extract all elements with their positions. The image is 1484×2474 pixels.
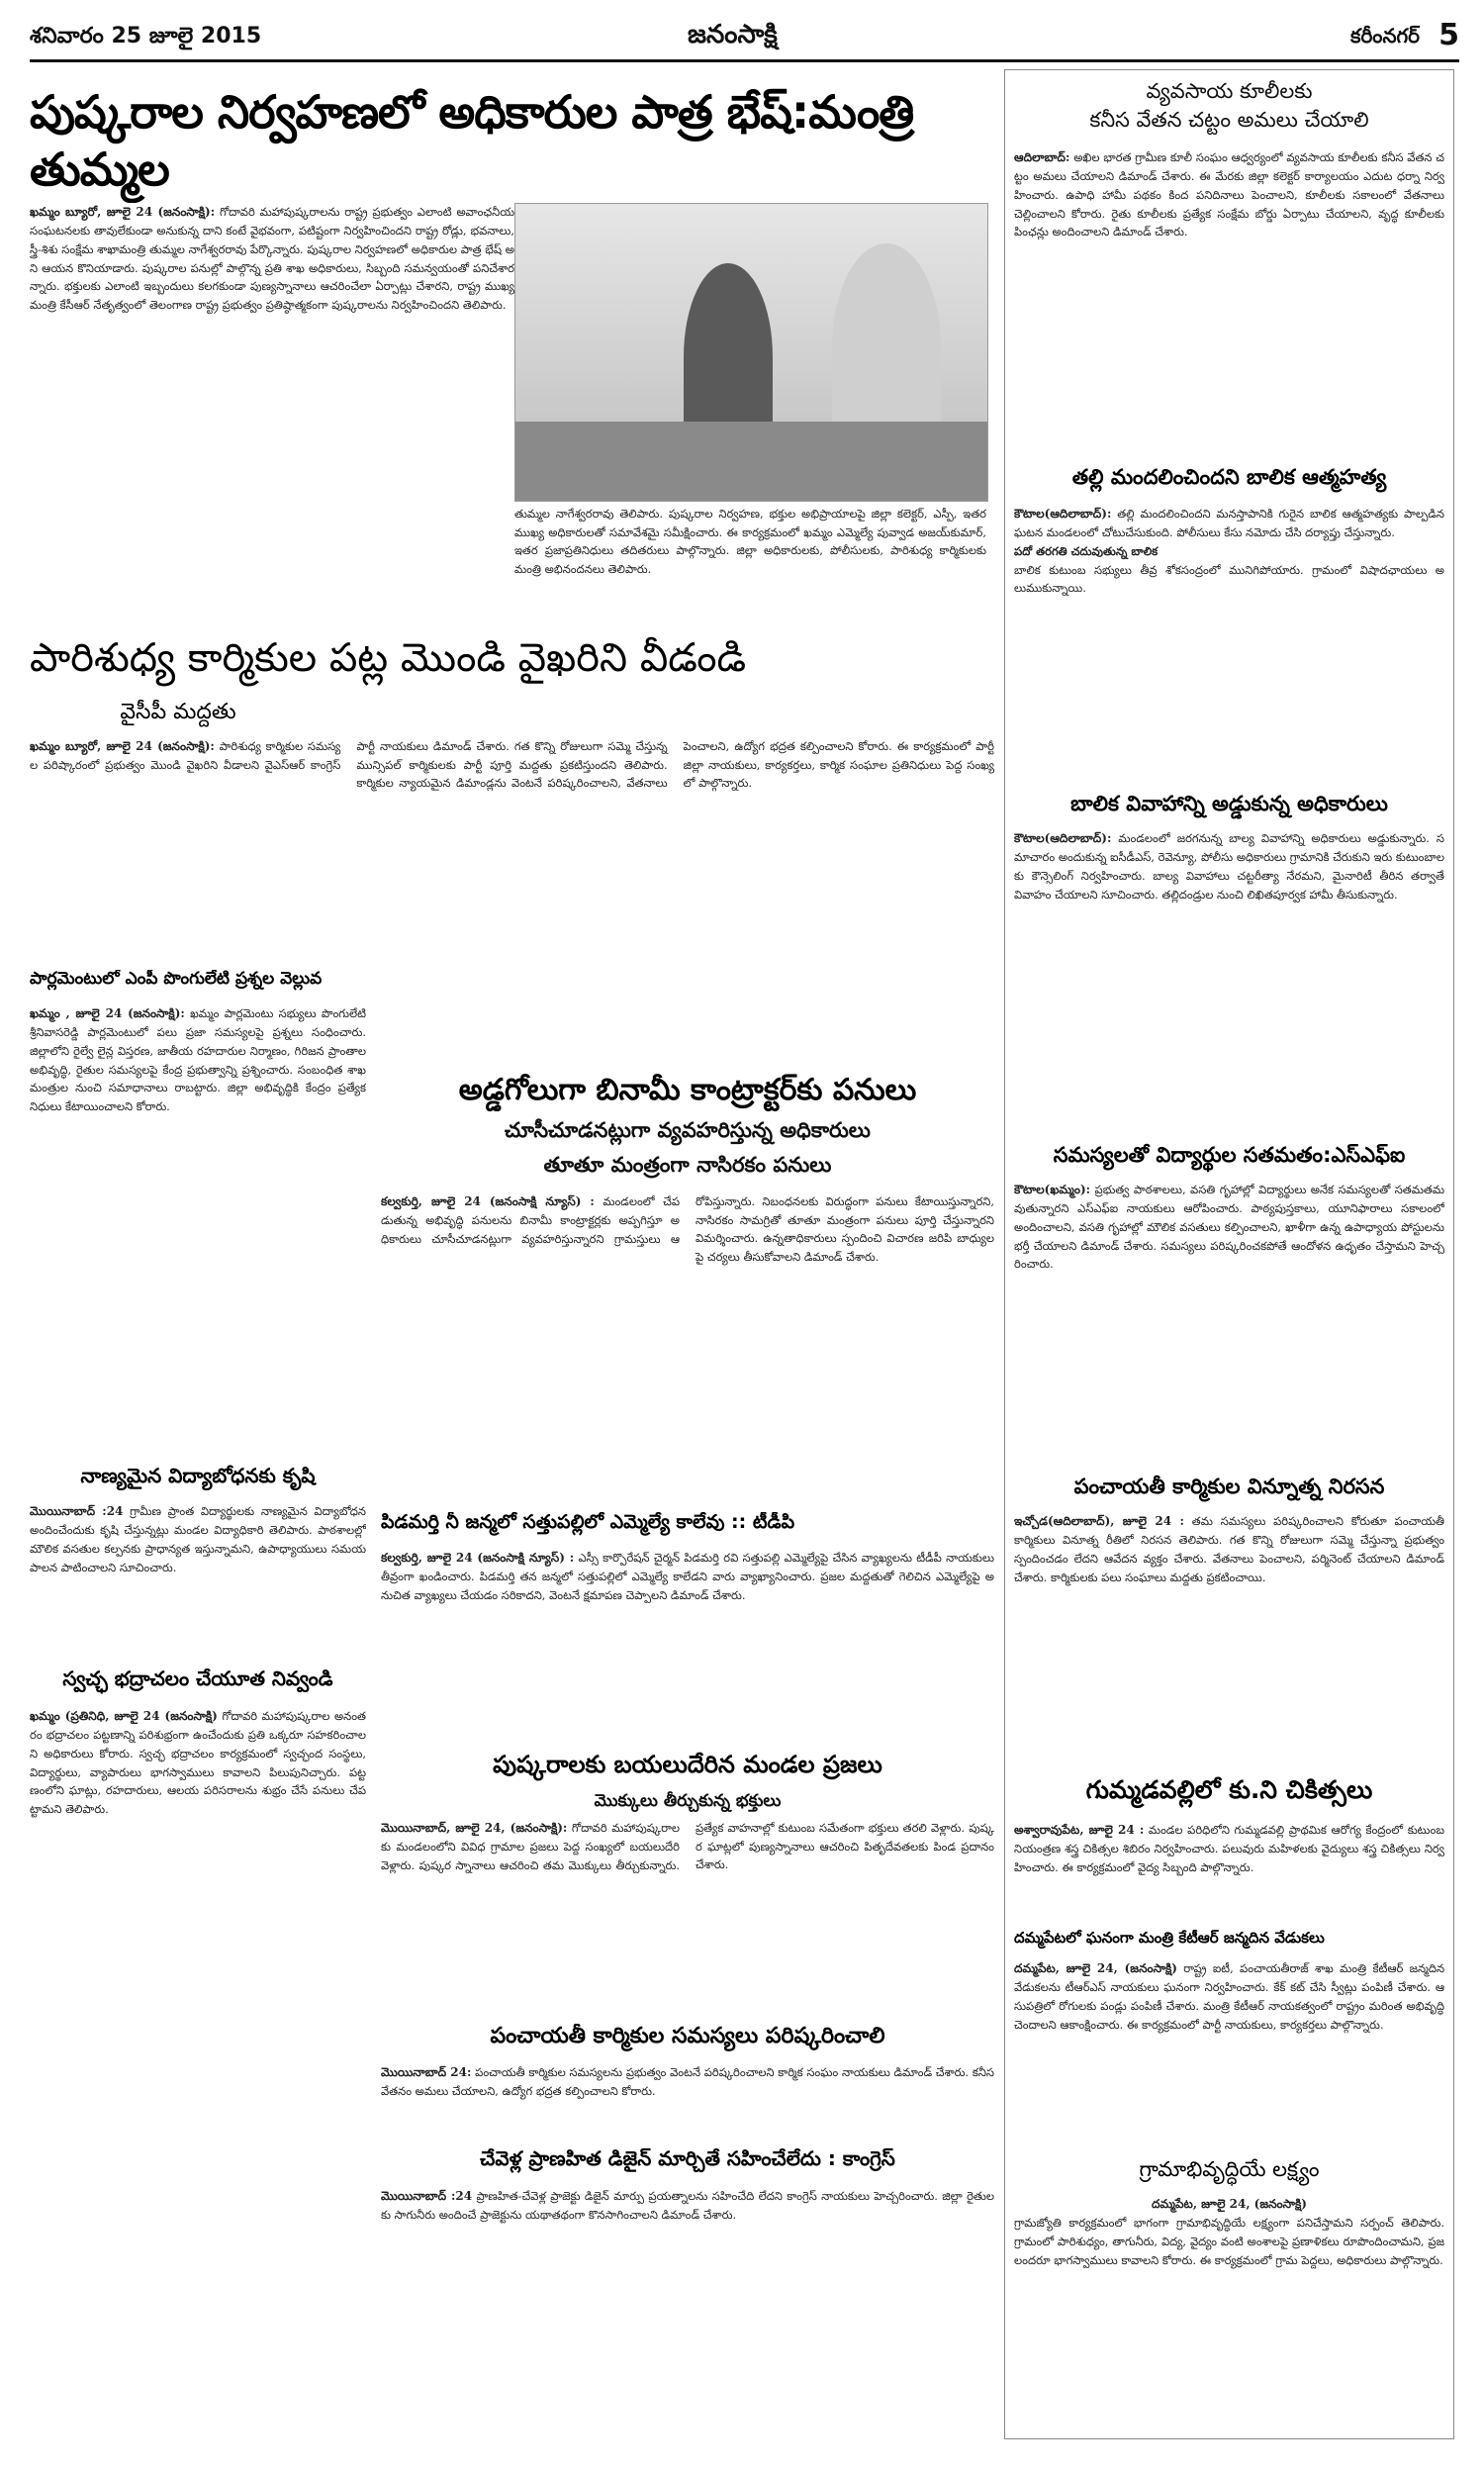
swachh-body (30, 1707, 366, 2439)
suicide-tail: బాలిక కుటుంబ సభ్యులు తీవ్ర శోకసంద్రంలో మునిగిపోయారు. గ్రామంలో విషాదఛాయలు అలుముకున్నాయి. (1014, 562, 1444, 596)
parliament-body (30, 1004, 366, 1455)
duty-headline (1014, 1475, 1444, 1510)
main-story-dateline: ఖమ్మం బ్యూరో, జూలై 24 (జనంసాక్షి): (30, 205, 216, 219)
pidamarthi-body (381, 1549, 994, 1737)
treatment-headline (1014, 1776, 1444, 1816)
benami-subhead-1 (381, 1118, 994, 1148)
birthday-headline-text: దమ్మపేటలో ఘనంగా మంత్రి కేటీఆర్‌ జన్మదిన వేడుకలు (1014, 1930, 1325, 1947)
sanitation-subhead (30, 700, 326, 735)
panchayat-body (381, 2063, 994, 2138)
benami-headline-text: అడ్డగోలుగా బినామీ కాంట్రాక్టర్‌కు పనులు (458, 1074, 917, 1107)
chevella-headline-text: చేవెళ్ల ప్రాణహిత డిజైన్‌ మార్చితే సహించేలేదు : కాంగ్రెస్‌ (480, 2147, 895, 2170)
suicide-headline-text: తల్లి మందలించిందని బాలిక ఆత్మహత్య (1071, 465, 1387, 489)
wage-headline (1014, 77, 1444, 146)
sfi-headline-text: సమస్యలతో విద్యార్థుల సతమతం:ఎస్‌ఎఫ్‌ఐ (1053, 1143, 1406, 1167)
suicide-headline (1014, 465, 1444, 501)
photo-person-2 (832, 243, 941, 451)
birthday-dateline: దమ్మపేట, జూలై 24, (జనంసాక్షి) (1014, 1961, 1177, 1975)
benami-subhead-2 (381, 1153, 994, 1183)
main-story-caption (514, 505, 986, 628)
photo-caption: తుమ్మల నాగేశ్వరరావు తెలిపారు. పుష్కరాల నిర్వహణ, భక్తుల అభిప్రాయాలపై జిల్లా కలెక్టర్‌, ఎస్పీ, ఇతర ముఖ్య అధికారులతో సమావేశమై సమీక్షించారు. ఈ కార్యక్రమంలో ఖమ్మం ఎమ్మెల్యే పువ్వాడ అజయ్‌కుమార్‌, ఇతర ప్రజాప్రతినిధులు తదితరులు పాల్గొన్నారు. (514, 507, 986, 558)
main-headline (30, 84, 994, 203)
village-headline (1014, 2157, 1444, 2191)
treatment-dateline: అశ్వారావుపేట, జూలై 24 : (1014, 1823, 1145, 1837)
pushkara-travel-headline-text: పుష్కరాలకు బయలుదేరిన మండల ప్రజలు (493, 1752, 882, 1778)
swachh-dateline: ఖమ్మం (ప్రతినిధి, జూలై 24 (జనంసాక్షి) (30, 1709, 218, 1723)
parliament-headline-text: పార్లమెంటులో ఎంపీ పొంగులేటి ప్రశ్నల వెల్లువ (30, 970, 323, 989)
benami-headline (381, 1074, 994, 1113)
main-story-text: గోదావరి మహాపుష్కరాలను రాష్ట్ర ప్రభుత్వం ఎలాంటి అవాంఛనీయ సంఘటనలకు తావులేకుండా అనుకున్న దాని కంటే వైభవంగా, పటిష్టంగా నిర్వహించిందని రాష్ట్ర రోడ్లు, భవనాలు, స్త్రీ-శిశు సంక్షేమ శాఖామంత్రి తుమ్మల నాగేశ్వరరావు పేర్కొన్నారు. పుష్కరాల నిర్వహణలో అధికారుల పాత్ర భేష్‌ అని ఆయన కొనియాడారు. పుష్కరాల పనుల్లో పాల్గొన్న ప్రతి శాఖ అధికారులు, సిబ్బంది సమన్వయంతో పనిచేశారన్నారు. భక్తులకు ఎలాంటి ఇబ్బందులు కలగకుండా పుణ్యస్నానాలు ఆచరించేలా ఏర్పాట్లు చేశారని, రాష్ట్ర ముఖ్యమంత్రి కేసీఆర్‌ నేతృత్వంలో తెలంగాణ రాష్ట్ర ప్రభుత్వం ప్రతిష్ఠాత్మకంగా పుష్కరాలను నిర్వహించిందని తెలిపారు. (30, 205, 514, 312)
duty-body (1014, 1512, 1444, 1769)
sanitation-headline-text: పారిశుధ్య కార్మికుల పట్ల మొండి వైఖరిని వీడండి (30, 635, 747, 681)
panchayat-headline (381, 2024, 994, 2059)
duty-headline-text: పంచాయతీ కార్మికుల విన్నూత్న నిరసన (1073, 1475, 1385, 1498)
childmarriage-dateline: కౌటాల(ఆదిలాబాద్‌): (1014, 831, 1112, 845)
wage-headline-line1: వ్యవసాయ కూలీలకు (1146, 79, 1313, 103)
masthead (30, 18, 1459, 62)
pushkara-travel-dateline: మొయినాబాద్‌, జూలై 24, (జనంసాక్షి): (381, 1821, 568, 1835)
wage-text: అఖిల భారత గ్రామీణ కూలీ సంఘం ఆధ్వర్యంలో వ్యవసాయ కూలీలకు కనీస వేతన చట్టం అమలు చేయాలని డిమాండ్‌ చేశారు. ఈ మేరకు జిల్లా కలెక్టర్‌ కార్యాలయం ఎదుట ధర్నా నిర్వహించారు. ఉపాధి హామీ పథకం కింద పనిదినాలు పెంచాలని, కూలీలకు సకాలంలో వేతనాలు చెల్లించాలని కోరారు. రైతు కూలీలకు ప్రత్యేక సంక్షేమ బోర్డు ఏర్పాటు చేయాలని, వృద్ధ కూలీలకు పింఛన్లు అందించాలని డిమాండ్‌ చేశారు. (1014, 150, 1444, 239)
childmarriage-headline (1014, 792, 1444, 827)
benami-subhead-1-text: చూసీచూడనట్లుగా వ్యవహరిస్తున్న అధికారులు (505, 1118, 871, 1142)
suicide-dateline: కౌటాల(ఆదిలాబాద్‌): (1014, 507, 1112, 521)
paper-logo: జనంసాక్షి (688, 20, 778, 49)
childmarriage-body (1014, 829, 1444, 1136)
sfi-body (1014, 1181, 1444, 1468)
pushkara-travel-headline (381, 1752, 994, 1789)
main-headline-text: పుష్కరాల నిర్వహణలో అధికారుల పాత్ర భేష్‌:మంత్రి తుమ్మల (30, 85, 914, 196)
sanitation-dateline: ఖమ్మం బ్యూరో, జూలై 24 (జనంసాక్షి): (30, 739, 215, 753)
pushkara-travel-subhead (381, 1791, 994, 1817)
wage-headline-line2: కనీస వేతన చట్టం అమలు చేయాలి (1089, 108, 1369, 133)
birthday-text: రాష్ట్ర ఐటీ, పంచాయతీరాజ్‌ శాఖ మంత్రి కేటీఆర్‌ జన్మదిన వేడుకలను టీఆర్‌ఎస్‌ నాయకులు ఘనంగా నిర్వహించారు. కేక్‌ కట్‌ చేసి స్వీట్లు పంపిణీ చేశారు. ఆసుపత్రిలో రోగులకు పండ్లు పంపిణీ చేశారు. మంత్రి కేటీఆర్‌ నాయకత్వంలో రాష్ట్రం మరింత అభివృద్ధి చెందాలని ఆకాంక్షించారు. ఈ కార్యక్రమంలో పార్టీ నాయకులు, కార్యకర్తలు పాల్గొన్నారు. (1014, 1961, 1444, 2032)
issue-date: శనివారం 25 జూలై 2015 (30, 24, 262, 48)
sfi-dateline: కౌటాల(ఖమ్మం): (1014, 1183, 1091, 1196)
village-text: గ్రామజ్యోతి కార్యక్రమంలో భాగంగా గ్రామాభివృద్ధియే లక్ష్యంగా పనిచేస్తామని సర్పంచ్‌ తెలిపారు. గ్రామంలో పారిశుధ్యం, తాగునీరు, విద్య, వైద్యం వంటి అంశాలపై ప్రణాళికలు రూపొందించామని, ప్రజలందరూ భాగస్వాములు కావాలని కోరారు. ఈ కార్యక్రమంలో గ్రామ పెద్దలు, అధికారులు పాల్గొన్నారు. (1014, 2216, 1444, 2267)
page-number: 5 (1438, 18, 1459, 52)
chevella-dateline: మొయినాబాద్‌ :24 (381, 2189, 473, 2203)
edition-city: కరీంనగర్ (1350, 24, 1420, 48)
pushkara-travel-body (381, 1819, 994, 2017)
chevella-headline (381, 2147, 994, 2183)
suicide-body (1014, 505, 1444, 787)
pidamarthi-text: ఎస్సీ కార్పొరేషన్‌ చైర్మన్‌ పిడమర్తి రవి సత్తుపల్లి ఎమ్మెల్యేపై చేసిన వ్యాఖ్యలను టీడీపీ నాయకులు తీవ్రంగా ఖండించారు. పిడమర్తి తన జన్మలో సత్తుపల్లిలో ఎమ్మెల్యే కాలేడని వారు వ్యాఖ్యానించారు. ప్రజల మద్దతుతో గెలిచిన ఎమ్మెల్యేపై అనుచిత వ్యాఖ్యలు చేయడం సరికాదని, వెంటనే క్షమాపణ చెప్పాలని డిమాండ్‌ చేశారు. (381, 1551, 994, 1603)
chevella-body (381, 2187, 994, 2266)
parliament-dateline: ఖమ్మం , జూలై 24 (జనంసాక్షి): (30, 1006, 185, 1020)
sanitation-headline (30, 635, 994, 697)
duty-text: తమ సమస్యలు పరిష్కరించాలని కోరుతూ పంచాయతీ కార్మికులు వినూత్న రీతిలో నిరసన తెలిపారు. గత కొన్ని రోజులుగా సమ్మె చేస్తున్నా ప్రభుత్వం స్పందించడం లేదని ఆవేదన వ్యక్తం చేశారు. వేతనాలు పెంచాలని, పర్మినెంట్‌ చేయాలని డిమాండ్‌ చేశారు. కార్మికులకు పలు సంఘాలు మద్దతు ప్రకటించాయి. (1014, 1514, 1444, 1584)
pushkara-travel-text: గోదావరి మహాపుష్కరాలకు మండలంలోని వివిధ గ్రామాల ప్రజలు పెద్ద సంఖ్యలో బయలుదేరి వెళ్లారు. పుష్కర స్నానాలు ఆచరించి తమ మొక్కులు తీర్చుకున్నారు. ప్రత్యేక వాహనాల్లో కుటుంబ సమేతంగా భక్తులు తరలి వెళ్లారు. పుష్కర ఘాట్లలో పుణ్యస్నానాలు ఆచరించి పితృదేవతలకు పిండ ప్రదానం చేశారు. (381, 1821, 994, 1873)
village-dateline: దమ్మపేట, జూలై 24, (జనంసాక్షి) (1152, 2197, 1307, 2211)
pidamarthi-headline-text: పిడమర్తి నీ జన్మలో సత్తుపల్లిలో ఎమ్మెల్యే కాలేవు :: టీడీపి (381, 1512, 795, 1533)
swachh-headline (30, 1667, 366, 1703)
chevella-text: ప్రాణహిత-చేవెళ్ల ప్రాజెక్టు డిజైన్‌ మార్పు ప్రయత్నాలను సహించేది లేదని కాంగ్రెస్‌ నాయకులు హెచ్చరించారు. జిల్లా రైతులకు సాగునీరు అందించే ప్రాజెక్టును యథాతథంగా కొనసాగించాలని డిమాండ్‌ చేశారు. (381, 2189, 994, 2223)
main-story-tail: జిల్లా అధికారులకు, పోలీసులకు, పారిశుధ్య కార్మికులకు మంత్రి అభినందనలు తెలిపారు. (514, 543, 986, 576)
benami-dateline: కల్వకుర్తి, జూలై 24 (జనంసాక్షి న్యూస్‌) : (381, 1194, 595, 1208)
duty-dateline: ఇచ్చోడ(ఆదిలాబాద్‌), జూలై 24 : (1014, 1514, 1184, 1528)
swachh-text: గోదావరి మహాపుష్కరాల అనంతరం భద్రాచలం పట్టణాన్ని పరిశుభ్రంగా ఉంచేందుకు ప్రతి ఒక్కరూ సహకరించాలని అధికారులు కోరారు. స్వచ్ఛ భద్రాచలం కార్యక్రమంలో స్వచ్ఛంద సంస్థలు, విద్యార్థులు, వ్యాపారులు భాగస్వాములు కావాలని పిలుపునిచ్చారు. పట్టణంలోని ఘాట్లు, రహదారులు, ఆలయ పరిసరాలను శుభ్రం చేసే పనులు చేపట్టామని తెలిపారు. (30, 1709, 366, 1816)
parliament-text: ఖమ్మం పార్లమెంటు సభ్యులు పొంగులేటి శ్రీనివాసరెడ్డి పార్లమెంటులో పలు ప్రజా సమస్యలపై ప్రశ్నలు సంధించారు. జిల్లాలోని రైల్వే లైన్ల విస్తరణ, జాతీయ రహదారుల నిర్మాణం, గిరిజన ప్రాంతాల అభివృద్ధి, రైతుల సమస్యలపై కేంద్ర ప్రభుత్వాన్ని ప్రశ్నించారు. సంబంధిత శాఖ మంత్రుల నుంచి సమాధానాలు రాబట్టారు. జిల్లా అభివృద్ధికి కేంద్రం ప్రత్యేక నిధులు కేటాయించాలని కోరారు. (30, 1006, 366, 1113)
treatment-text: మండల పరిధిలోని గుమ్మడవల్లి ప్రాథమిక ఆరోగ్య కేంద్రంలో కుటుంబ నియంత్రణ శస్త్ర చికిత్సల శిబిరం నిర్వహించారు. పలువురు మహిళలకు వైద్యులు శస్త్ర చికిత్సలు నిర్వహించారు. ఈ కార్యక్రమంలో వైద్య సిబ్బంది పాల్గొన్నారు. (1014, 1823, 1444, 1875)
wage-dateline: ఆదిలాబాద్‌: (1014, 150, 1070, 164)
birthday-body (1014, 1959, 1444, 2152)
birthday-headline (1014, 1930, 1444, 1957)
ministers-photo (514, 203, 988, 502)
panchayat-text: పంచాయతీ కార్మికుల సమస్యలను ప్రభుత్వం వెంటనే పరిష్కరించాలని కార్మిక సంఘం నాయకులు డిమాండ్‌ చేశారు. కనీస వేతనం అమలు చేయాలని, ఉద్యోగ భద్రత కల్పించాలని కోరారు. (381, 2065, 994, 2099)
swachh-headline-text: స్వచ్ఛ భద్రాచలం చేయూత నివ్వండి (62, 1667, 333, 1690)
education-dateline: మొయినాబాద్‌ :24 (30, 1504, 124, 1518)
parliament-headline (30, 970, 366, 1003)
village-body (1014, 2195, 1444, 2432)
photo-table (515, 422, 987, 501)
pushkara-travel-subhead-text: మొక్కులు తీర్చుకున్న భక్తులు (594, 1791, 782, 1811)
treatment-body (1014, 1821, 1444, 1925)
benami-text: మండలంలో చేపడుతున్న అభివృద్ధి పనులను బినామీ కాంట్రాక్టర్లకు అప్పగిస్తూ అధికారులు చూసీచూడనట్లుగా వ్యవహరిస్తున్నారని గ్రామస్తులు ఆరోపిస్తున్నారు. నిబంధనలకు విరుద్ధంగా పనులు కేటాయిస్తున్నారని, నాసిరకం సామగ్రితో తూతూ మంత్రంగా పనులు పూర్తి చేస్తున్నారని విమర్శించారు. ఉన్నతాధికారులు స్పందించి విచారణ జరిపి బాధ్యులపై చర్యలు తీసుకోవాలని డిమాండ్‌ చేశారు. (381, 1194, 994, 1264)
sfi-headline (1014, 1143, 1444, 1179)
panchayat-headline-text: పంచాయతీ కార్మికుల సమస్యలు పరిష్కరించాలి (490, 2024, 885, 2048)
treatment-headline-text: గుమ్మడవల్లిలో కు.ని చికిత్సలు (1085, 1776, 1373, 1804)
education-text: గ్రామీణ ప్రాంత విద్యార్థులకు నాణ్యమైన విద్యాబోధన అందించేందుకు కృషి చేస్తున్నట్లు మండల విద్యాధికారి తెలిపారు. పాఠశాలల్లో మౌలిక వసతుల కల్పనకు ప్రాధాన్యత ఇస్తున్నామని, ఉపాధ్యాయులు సమయపాలన పాటించాలని సూచించారు. (30, 1504, 366, 1574)
education-body (30, 1502, 366, 1656)
education-headline-text: నాణ్యమైన విద్యాబోధనకు కృషి (80, 1465, 316, 1487)
suicide-subhead: పదో తరగతి చదువుతున్న బాలిక (1014, 544, 1159, 559)
sanitation-body (30, 737, 994, 965)
village-headline-text: గ్రామాభివృద్ధియే లక్ష్యం (1139, 2157, 1320, 2181)
benami-body (381, 1192, 994, 1504)
sanitation-text: పారిశుధ్య కార్మికుల సమస్యల పరిష్కారంలో ప్రభుత్వం మొండి వైఖరిని వీడాలని వైఎస్‌ఆర్‌ కాంగ్రెస్‌ పార్టీ నాయకులు డిమాండ్‌ చేశారు. గత కొన్ని రోజులుగా సమ్మె చేస్తున్న మున్సిపల్‌ కార్మికులకు పార్టీ పూర్తి మద్దతు ప్రకటిస్తుందని తెలిపారు. కార్మికుల న్యాయమైన డిమాండ్లను వెంటనే పరిష్కరించాలని, వేతనాలు పెంచాలని, ఉద్యోగ భద్రత కల్పించాలని కోరారు. ఈ కార్యక్రమంలో పార్టీ జిల్లా నాయకులు, కార్యకర్తలు, కార్మిక సంఘాల ప్రతినిధులు పెద్ద సంఖ్యలో పాల్గొన్నారు. (30, 739, 994, 791)
wage-body (1014, 148, 1444, 460)
childmarriage-headline-text: బాలిక వివాహాన్ని అడ్డుకున్న అధికారులు (1070, 792, 1388, 815)
pidamarthi-headline (381, 1512, 994, 1546)
sfi-text: ప్రభుత్వ పాఠశాలలు, వసతి గృహాల్లో విద్యార్థులు అనేక సమస్యలతో సతమతమవుతున్నారని ఎస్‌ఎఫ్‌ఐ నాయకులు ఆరోపించారు. పాఠ్యపుస్తకాలు, యూనిఫారాలు సకాలంలో అందించాలని, వసతి గృహాల్లో మౌలిక వసతులు కల్పించాలని, ఖాళీగా ఉన్న ఉపాధ్యాయ పోస్టులను భర్తీ చేయాలని డిమాండ్‌ చేశారు. సమస్యలు పరిష్కరించకపోతే ఆందోళన ఉధృతం చేస్తామని హెచ్చరించారు. (1014, 1183, 1444, 1272)
suicide-text: తల్లి మందలించిందని మనస్తాపానికి గురైన బాలిక ఆత్మహత్యకు పాల్పడిన ఘటన మండలంలో చోటుచేసుకుంది. పోలీసులు కేసు నమోదు చేసి దర్యాప్తు చేస్తున్నారు. (1014, 507, 1444, 540)
childmarriage-text: మండలంలో జరగనున్న బాల్య వివాహాన్ని అధికారులు అడ్డుకున్నారు. సమాచారం అందుకున్న ఐసీడీఎస్‌, రెవెన్యూ, పోలీసు అధికారులు గ్రామానికి చేరుకుని ఇరు కుటుంబాలకు కౌన్సెలింగ్‌ నిర్వహించారు. బాల్య వివాహాలు చట్టరీత్యా నేరమని, మైనారిటీ తీరిన తర్వాతే వివాహం చేయాలని సూచించారు. తల్లిదండ్రుల నుంచి లిఖితపూర్వక హామీ తీసుకున్నారు. (1014, 831, 1444, 902)
panchayat-dateline: మొయినాబాద్‌ 24: (381, 2065, 472, 2079)
benami-subhead-2-text: తూతూ మంత్రంగా నాసిరకం పనులు (543, 1153, 832, 1177)
pidamarthi-dateline: కల్వకుర్తి, జూలై 24 (జనంసాక్షి న్యూస్‌) : (381, 1551, 575, 1565)
main-story-body (30, 203, 514, 628)
education-headline (30, 1465, 366, 1500)
sanitation-subhead-text: వైసీపీ మద్దతు (120, 700, 236, 724)
